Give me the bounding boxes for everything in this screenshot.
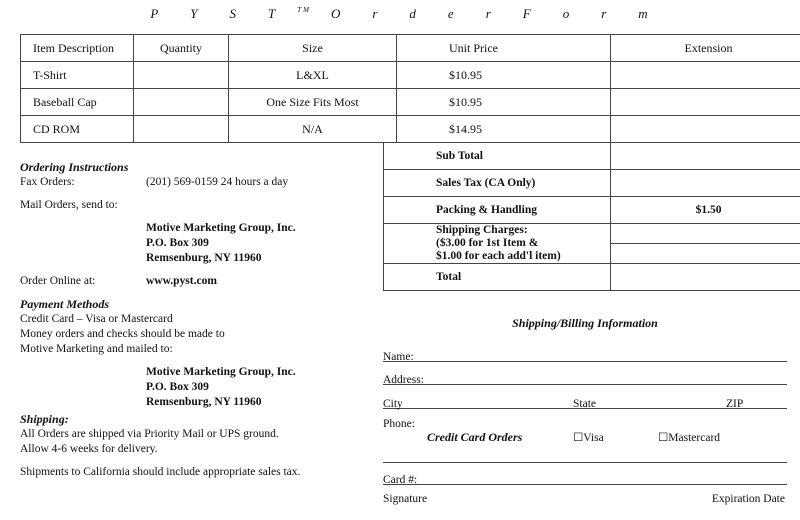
quantity-cell[interactable] (134, 116, 229, 143)
header-extension: Extension (611, 35, 800, 62)
title-letter: d (409, 6, 418, 21)
extension-cell[interactable] (611, 116, 800, 143)
unit-price-cell: $10.95 (397, 89, 611, 116)
instructions-panel (20, 160, 375, 480)
address-line: Remsenburg, NY 11960 (146, 396, 262, 408)
shipping-charges-line: ($3.00 for 1st Item & (436, 237, 539, 249)
packing-label: Packing & Handling (384, 197, 611, 224)
shipping-line: Allow 4-6 weeks for delivery. (20, 443, 158, 455)
payment-line: Credit Card – Visa or Mastercard (20, 313, 173, 325)
mastercard-checkbox[interactable]: ☐Mastercard (658, 432, 721, 444)
title-letter: O (330, 6, 343, 21)
expiration-date-label: Expiration Date (711, 493, 785, 505)
title-letter: o (562, 6, 572, 21)
subtotal-row (384, 143, 800, 170)
item-description: CD ROM (21, 116, 134, 143)
address-line: P.O. Box 309 (146, 237, 209, 249)
shipping-additional-cell[interactable] (611, 244, 800, 263)
table-row (21, 89, 800, 116)
online-label: Order Online at: (20, 275, 96, 287)
fax-label: Fax Orders: (20, 176, 75, 188)
summary-table (383, 142, 800, 291)
subtotal-value[interactable] (611, 143, 800, 170)
title-letter: r (601, 6, 609, 21)
card-number-label: Card #: (383, 474, 418, 486)
header-unit-price: Unit Price (397, 35, 611, 62)
payment-methods-title: Payment Methods (20, 297, 109, 311)
title-letter: r (372, 6, 380, 21)
payment-line: Motive Marketing and mailed to: (20, 343, 173, 355)
name-field[interactable] (383, 342, 787, 362)
phone-label: Phone: (383, 418, 415, 430)
table-row (21, 62, 800, 89)
shipping-charges-row (384, 224, 800, 264)
unit-price-cell: $14.95 (397, 116, 611, 143)
card-number-field[interactable] (383, 465, 787, 485)
signature-field[interactable] (383, 483, 787, 503)
sales-tax-label: Sales Tax (CA Only) (384, 170, 611, 197)
title-letter: S (229, 6, 238, 21)
fax-row (20, 175, 375, 190)
address-line: Motive Marketing Group, Inc. (146, 366, 296, 378)
header-quantity: Quantity (134, 35, 229, 62)
credit-card-orders-label: Credit Card Orders (427, 430, 523, 444)
title-letter: P (150, 6, 161, 21)
shipping-line: Shipments to California should include appropriate sales tax. (20, 466, 301, 478)
website-link[interactable]: www.pyst.com (146, 275, 217, 287)
shipping-first-item-cell[interactable] (611, 225, 800, 244)
city-state-zip-field[interactable] (383, 389, 787, 409)
title-letter: e (447, 6, 456, 21)
online-row (20, 274, 375, 289)
total-value[interactable] (611, 264, 800, 291)
shipping-charges-label (384, 224, 611, 264)
address-label: Address: (383, 374, 424, 386)
items-table (20, 34, 800, 143)
title-letter: r (485, 6, 493, 21)
shipping-charges-value[interactable] (611, 224, 800, 264)
zip-label: ZIP (726, 398, 744, 410)
phone-field[interactable] (383, 418, 787, 463)
packing-value: $1.50 (611, 197, 800, 224)
address-line: Motive Marketing Group, Inc. (146, 222, 296, 234)
mail-address (20, 221, 375, 266)
mail-label: Mail Orders, send to: (20, 199, 118, 211)
address-field[interactable] (383, 365, 787, 385)
size-cell: One Size Fits Most (229, 89, 397, 116)
title-letter: Y (190, 6, 200, 21)
item-description: T-Shirt (21, 62, 134, 89)
extension-cell[interactable] (611, 62, 800, 89)
quantity-cell[interactable] (134, 62, 229, 89)
payment-address (20, 365, 375, 410)
sales-tax-row (384, 170, 800, 197)
title-letter: T (268, 6, 278, 21)
shipping-charges-line: $1.00 for each add'l item) (436, 250, 561, 262)
shipping-line: All Orders are shipped via Priority Mail or UPS ground. (20, 428, 279, 440)
address-line: Remsenburg, NY 11960 (146, 252, 262, 264)
extension-cell[interactable] (611, 89, 800, 116)
header-item-description: Item Description (21, 35, 134, 62)
billing-title: Shipping/Billing Information (512, 316, 658, 330)
size-cell: L&XL (229, 62, 397, 89)
packing-row (384, 197, 800, 224)
signature-label: Signature (383, 493, 428, 505)
table-row (21, 116, 800, 143)
unit-price-cell: $10.95 (397, 62, 611, 89)
shipping-charges-line: Shipping Charges: (436, 224, 528, 236)
total-row (384, 264, 800, 291)
address-line: P.O. Box 309 (146, 381, 209, 393)
city-label: City (383, 398, 403, 410)
trademark-mark: TM (297, 6, 311, 14)
total-label: Total (384, 264, 611, 291)
size-cell: N/A (229, 116, 397, 143)
sales-tax-value[interactable] (611, 170, 800, 197)
table-header-row (21, 35, 800, 62)
title-letter: F (522, 6, 533, 21)
name-label: Name: (383, 351, 414, 363)
visa-checkbox[interactable]: ☐Visa (573, 432, 604, 444)
quantity-cell[interactable] (134, 89, 229, 116)
header-size: Size (229, 35, 397, 62)
ordering-instructions-title: Ordering Instructions (20, 160, 129, 174)
title-letter: m (638, 6, 650, 21)
subtotal-label: Sub Total (384, 143, 611, 170)
item-description: Baseball Cap (21, 89, 134, 116)
shipping-title: Shipping: (20, 412, 69, 426)
state-label: State (573, 398, 596, 410)
form-title (0, 6, 800, 22)
fax-value: (201) 569-0159 24 hours a day (146, 176, 289, 188)
payment-line: Money orders and checks should be made to (20, 328, 225, 340)
